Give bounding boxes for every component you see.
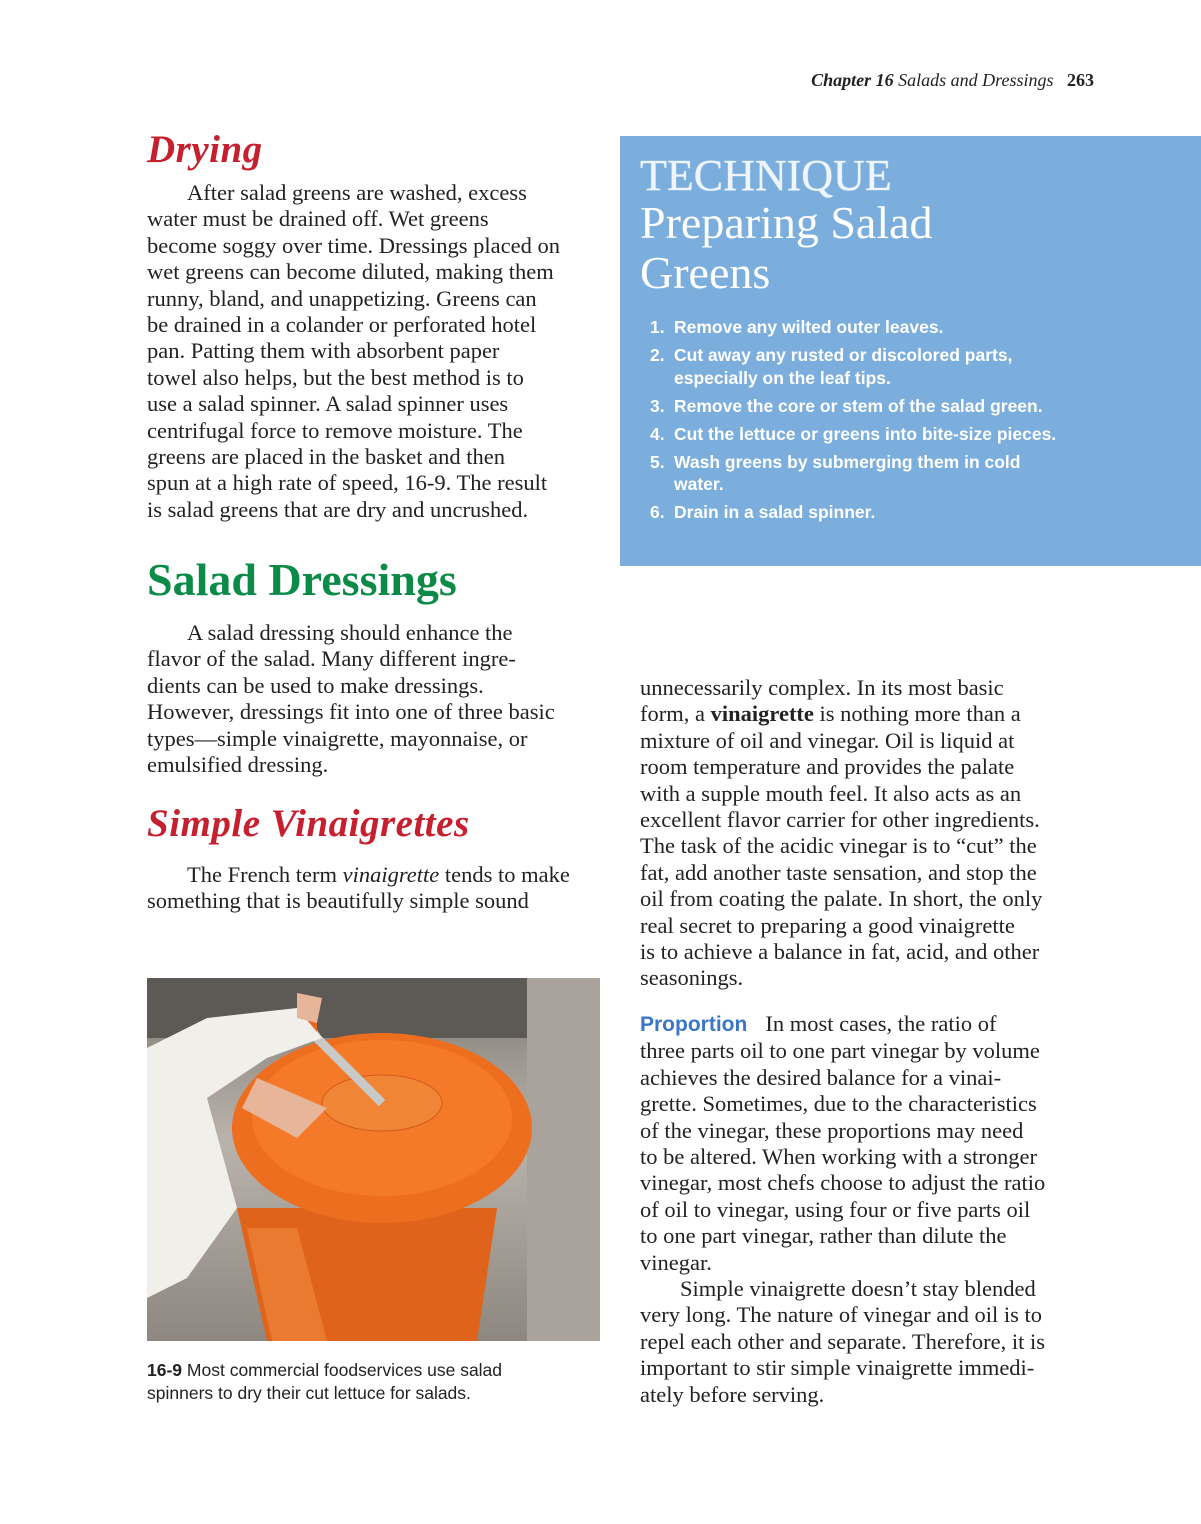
text-line: vinegar.: [640, 1249, 712, 1275]
page-number: 263: [1067, 70, 1094, 90]
technique-step: [650, 501, 1056, 524]
text-line: fat, add another taste sensation, and stop the: [640, 859, 1037, 885]
technique-step: [650, 344, 1056, 389]
step-text: Cut away any rusted or discolored parts,: [674, 345, 1013, 365]
text-line: excellent flavor carrier for other ingredients.: [640, 807, 1040, 833]
technique-steps: [650, 316, 1056, 529]
salad-spinner-photo: [147, 978, 600, 1341]
technique-box: [620, 136, 1201, 566]
step-number: 5.: [650, 451, 665, 472]
proportion-paragraph: Proportion In most cases, the ratio of three parts oil to one part vinegar by volume achieves the desired balance for a vinai- grette. Sometimes, due to the characteristics of the vinegar, these proportions may need to be altered. When working with a stronger vinegar, most chefs choose to adjust the ratio of oil to vinegar, using four or five parts oil to one part vinegar, rather than dilute the vinegar. Simple vinaigrette doesn’t stay blended very long. The nature of vinegar and oil is to repel each other and separate. Therefore, it is important to stir simple vinaigrette immedi- ately before serving.: [640, 1011, 1046, 1407]
text-line: grette. Sometimes, due to the characteristics: [640, 1091, 1037, 1117]
text-line: is to achieve a balance in fat, acid, and other: [640, 939, 1040, 965]
text-line: greens are placed in the basket and then: [147, 444, 505, 470]
step-number: 1.: [650, 317, 665, 337]
text-line: After salad greens are washed, excess: [187, 180, 527, 205]
text-line: to one part vinegar, rather than dilute the: [640, 1223, 1007, 1249]
drying-paragraph: [147, 180, 560, 523]
step-number: 3.: [650, 395, 665, 416]
step-text: Remove the core or stem of the salad green.: [674, 395, 1043, 416]
text-line: water must be drained off. Wet greens: [147, 206, 489, 232]
vinaigrettes-paragraph: The French term vinaigrette tends to make something that is beautifully simple sound: [147, 862, 570, 914]
step-text: Wash greens by submerging them in cold: [674, 451, 1021, 472]
text-line: to be altered. When working with a stronger: [640, 1144, 1037, 1170]
running-header: [811, 70, 1094, 91]
text-line: achieves the desired balance for a vinai-: [640, 1064, 1002, 1090]
step-number: 6.: [650, 502, 665, 522]
figure-number: 16-9: [147, 1360, 183, 1380]
text-line: vinegar, most chefs choose to adjust the ratio: [640, 1170, 1046, 1196]
text-line: Simple vinaigrette doesn’t stay blended: [680, 1276, 1036, 1302]
text-line: A salad dressing should enhance the: [187, 620, 513, 645]
text-line: centrifugal force to remove moisture. The: [147, 417, 523, 443]
step-number: 4.: [650, 423, 665, 444]
text-line: towel also helps, but the best method is to: [147, 364, 524, 390]
technique-step: [650, 316, 1056, 339]
text-line: is salad greens that are dry and uncrushed.: [147, 496, 529, 522]
text-line: dients can be used to make dressings.: [147, 672, 484, 698]
vinaigrette-definition-paragraph: unnecessarily complex. In its most basic form, a vinaigrette is nothing more than a mixture of oil and vinegar. Oil is liquid at room temperature and provides the palate with a supple mouth feel. It also acts as an excellent flavor carrier for other ingredients. The task of the acidic vinegar is to “cut” the fat, add another taste sensation, and stop the oil from coating the palate. In short, the only real secret to preparing a good vinaigrette is to achieve a balance in fat, acid, and other seasonings.: [640, 675, 1043, 991]
technique-step: [650, 423, 1056, 446]
text-line: three parts oil to one part vinegar by volume: [640, 1038, 1040, 1064]
technique-step: [650, 451, 1056, 496]
text-line: flavor of the salad. Many different ingre-: [147, 646, 516, 672]
text-line: emulsified dressing.: [147, 752, 329, 778]
text-line: use a salad spinner. A salad spinner uses: [147, 391, 509, 417]
text-line: ately before serving.: [640, 1381, 825, 1407]
text-line: The task of the acidic vinegar is to “cut” the: [640, 833, 1037, 859]
text-line: However, dressings fit into one of three basic: [147, 699, 555, 725]
text-line: oil from coating the palate. In short, the only: [640, 886, 1043, 912]
technique-step: [650, 395, 1056, 418]
text-line: be drained in a colander or perforated hotel: [147, 312, 537, 338]
step-text: especially on the leaf tips.: [674, 367, 891, 388]
text-line: of the vinegar, these proportions may need: [640, 1117, 1024, 1143]
step-text: Remove any wilted outer leaves.: [674, 317, 944, 337]
text-line: wet greens can become diluted, making them: [147, 259, 554, 285]
technique-label: TECHNIQUE: [640, 151, 892, 200]
technique-title: Preparing Salad Greens: [640, 197, 933, 298]
text-line: very long. The nature of vinegar and oil is to: [640, 1302, 1042, 1328]
text-line: repel each other and separate. Therefore, it is: [640, 1328, 1045, 1354]
step-text: Cut the lettuce or greens into bite-size pieces.: [674, 423, 1057, 444]
text-line: pan. Patting them with absorbent paper: [147, 338, 500, 364]
text-line: important to stir simple vinaigrette immedi-: [640, 1355, 1035, 1381]
proportion-runin-heading: Proportion: [640, 1013, 748, 1036]
chapter-title: Salads and Dressings: [898, 70, 1054, 90]
term-vinaigrette: vinaigrette: [342, 862, 440, 887]
step-number: 2.: [650, 345, 665, 365]
text-line: mixture of oil and vinegar. Oil is liquid at: [640, 727, 1015, 753]
chapter-number: Chapter 16: [811, 70, 894, 90]
text-line: of oil to vinegar, using four or five parts oil: [640, 1196, 1031, 1222]
term-vinaigrette-bold: vinaigrette: [710, 701, 814, 727]
text-line: seasonings.: [640, 965, 744, 991]
text-line: spun at a high rate of speed, 16-9. The result: [147, 470, 548, 496]
text-line: types—simple vinaigrette, mayonnaise, or: [147, 725, 528, 751]
text-line: become soggy over time. Dressings placed on: [147, 232, 561, 258]
text-line: with a supple mouth feel. It also acts as an: [640, 780, 1022, 806]
step-text: Drain in a salad spinner.: [674, 502, 876, 522]
step-text: water.: [674, 474, 724, 494]
drying-heading: Drying: [147, 128, 263, 171]
text-line: runny, bland, and unappetizing. Greens can: [147, 285, 537, 311]
dressings-paragraph: [147, 620, 555, 778]
simple-vinaigrettes-heading: Simple Vinaigrettes: [147, 802, 470, 845]
salad-dressings-heading: Salad Dressings: [147, 554, 457, 605]
text-line: real secret to preparing a good vinaigrette: [640, 912, 1015, 938]
text-line: room temperature and provides the palate: [640, 754, 1015, 780]
figure-caption: 16-9 Most commercial foodservices use salad spinners to dry their cut lettuce for salads.: [147, 1360, 503, 1403]
